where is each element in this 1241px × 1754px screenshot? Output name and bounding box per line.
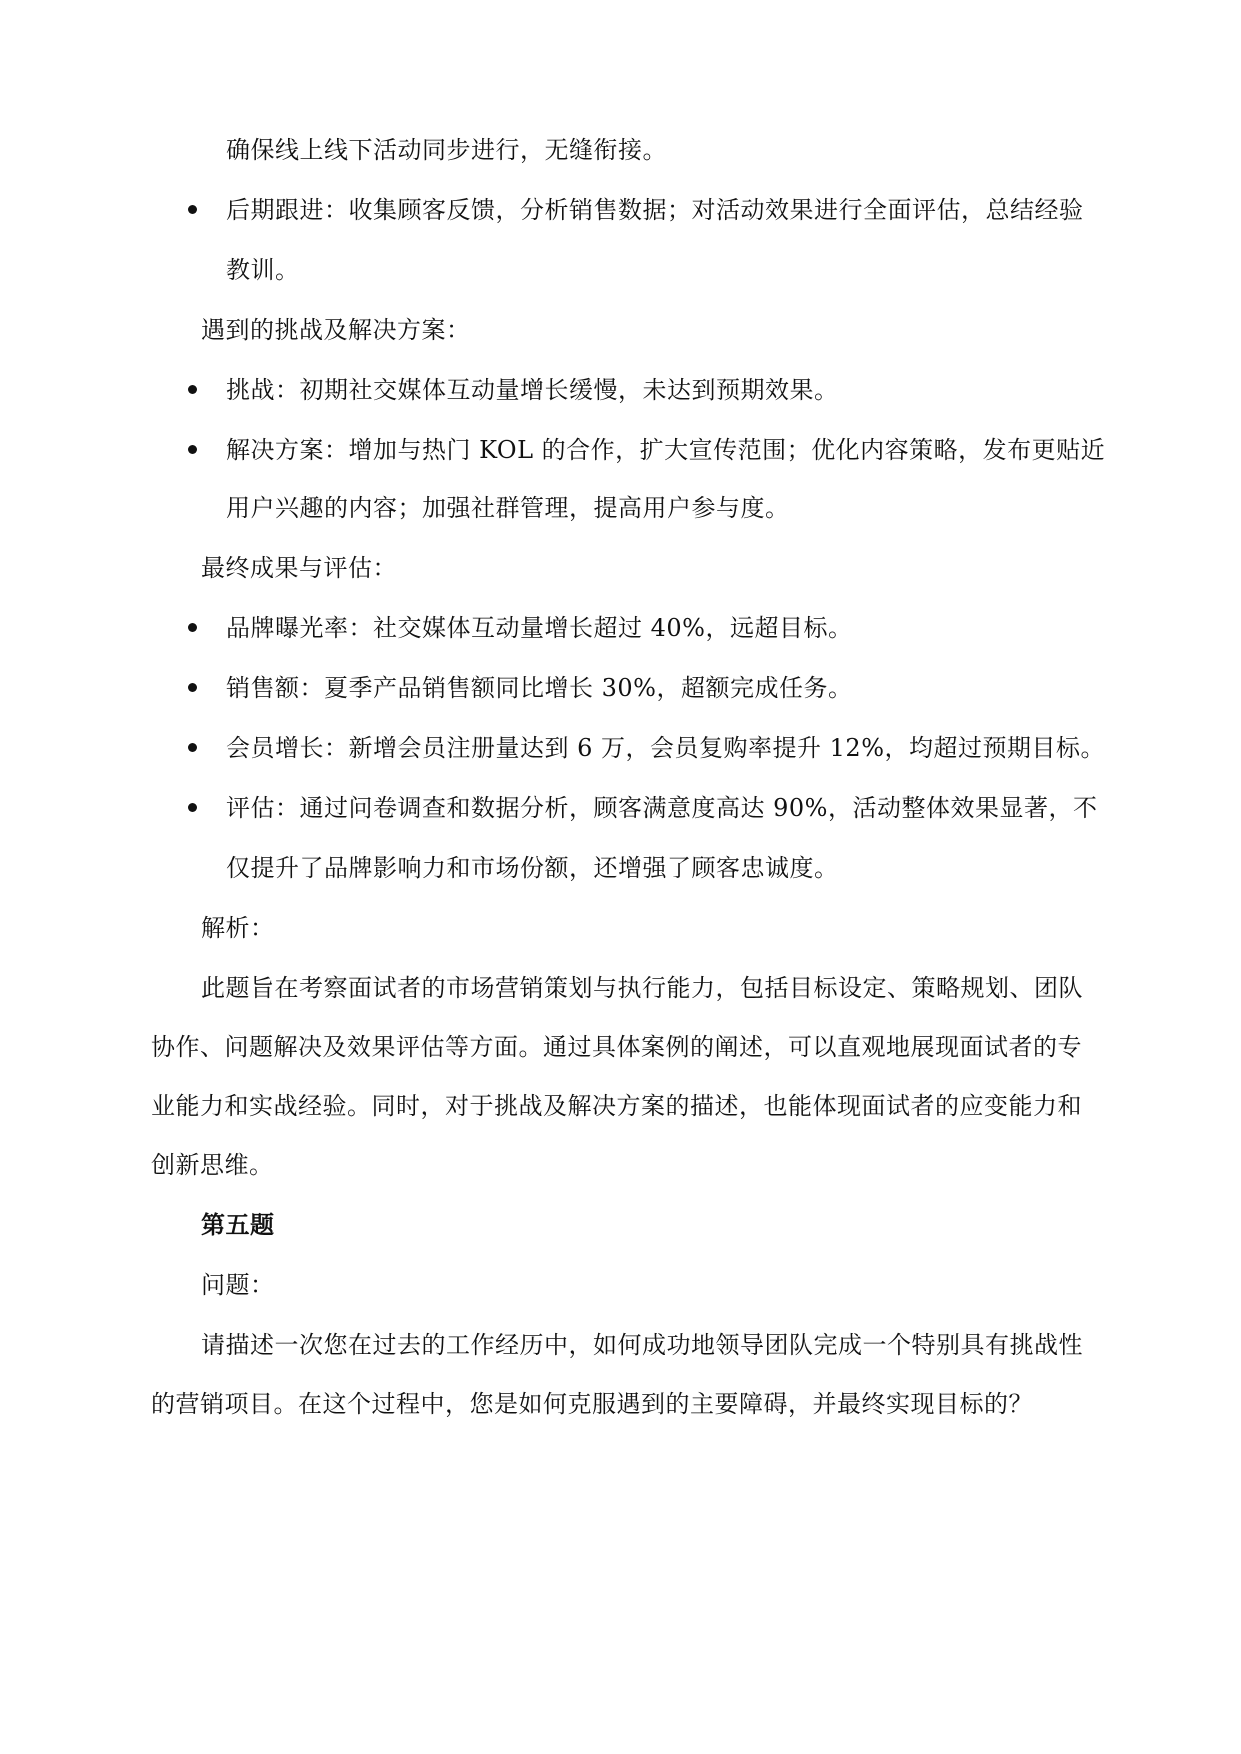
section-label: 问题： xyxy=(201,1271,275,1299)
bullet-icon xyxy=(188,743,197,752)
bullet-icon xyxy=(188,205,197,214)
bullet-icon xyxy=(188,385,197,394)
paragraph-line: 创新思维。 xyxy=(151,1151,274,1179)
text-line: 教训。 xyxy=(226,256,300,284)
bullet-item-text: 销售额：夏季产品销售额同比增长 30%，超额完成任务。 xyxy=(226,674,853,702)
bullet-item-text: 挑战：初期社交媒体互动量增长缓慢，未达到预期效果。 xyxy=(226,376,839,404)
paragraph-line: 请描述一次您在过去的工作经历中，如何成功地领导团队完成一个特别具有挑战性 xyxy=(201,1331,1083,1359)
bullet-icon xyxy=(188,803,197,812)
paragraph-line: 协作、问题解决及效果评估等方面。通过具体案例的阐述，可以直观地展现面试者的专 xyxy=(151,1033,1082,1061)
paragraph-line: 业能力和实战经验。同时，对于挑战及解决方案的描述，也能体现面试者的应变能力和 xyxy=(151,1092,1082,1120)
section-label: 遇到的挑战及解决方案： xyxy=(201,316,471,344)
paragraph-line: 此题旨在考察面试者的市场营销策划与执行能力，包括目标设定、策略规划、团队 xyxy=(201,974,1083,1002)
bullet-item-text: 品牌曝光率：社交媒体互动量增长超过 40%，远超目标。 xyxy=(226,614,853,642)
question-heading: 第五题 xyxy=(201,1210,275,1239)
section-label: 解析： xyxy=(201,914,275,942)
bullet-icon xyxy=(188,683,197,692)
bullet-icon xyxy=(188,445,197,454)
section-label: 最终成果与评估： xyxy=(201,554,397,582)
bullet-item-text: 后期跟进：收集顾客反馈，分析销售数据；对活动效果进行全面评估，总结经验 xyxy=(226,196,1084,224)
text-line: 仅提升了品牌影响力和市场份额，还增强了顾客忠诚度。 xyxy=(226,854,839,882)
text-line: 确保线上线下活动同步进行，无缝衔接。 xyxy=(226,136,667,164)
paragraph-line: 的营销项目。在这个过程中，您是如何克服遇到的主要障碍，并最终实现目标的？ xyxy=(151,1390,1033,1418)
bullet-item-text: 会员增长：新增会员注册量达到 6 万，会员复购率提升 12%，均超过预期目标。 xyxy=(226,734,1105,762)
bullet-item-text: 评估：通过问卷调查和数据分析，顾客满意度高达 90%，活动整体效果显著，不 xyxy=(226,794,1098,822)
bullet-item-text: 解决方案：增加与热门 KOL 的合作，扩大宣传范围；优化内容策略，发布更贴近 xyxy=(226,436,1106,464)
bullet-icon xyxy=(188,623,197,632)
text-line: 用户兴趣的内容；加强社群管理，提高用户参与度。 xyxy=(226,494,790,522)
